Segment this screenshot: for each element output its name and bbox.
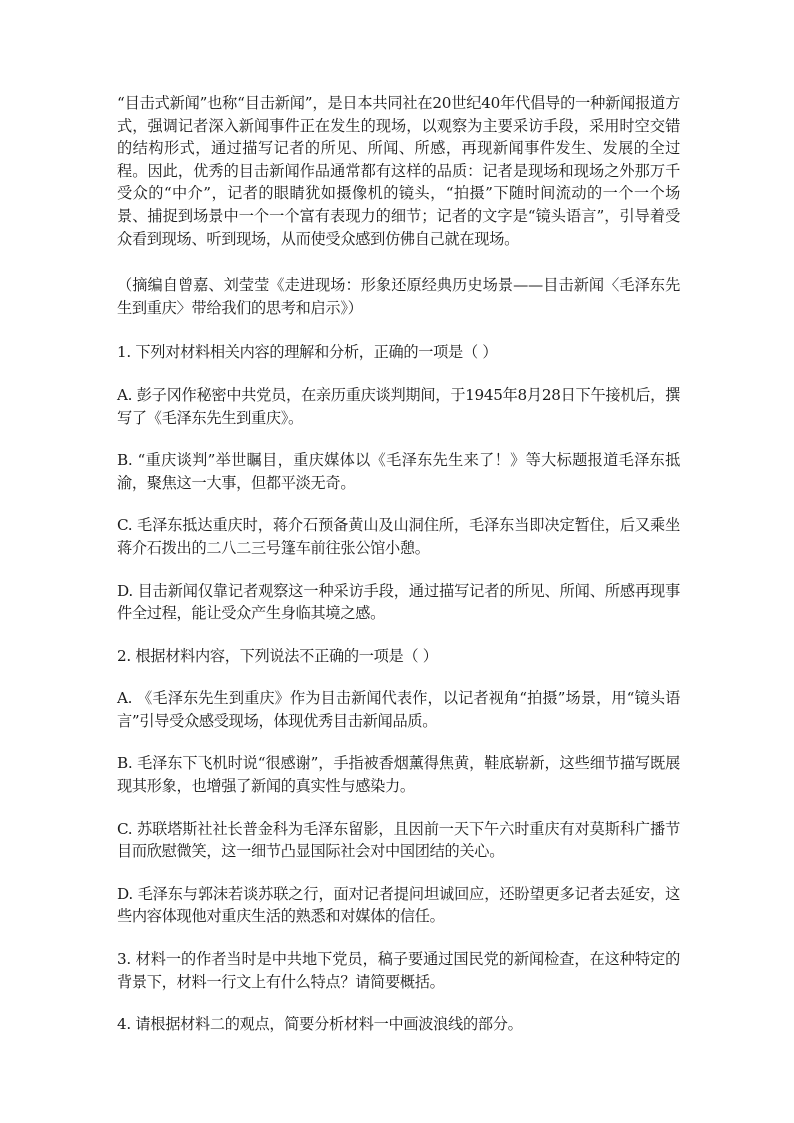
question-2-option-b: B. 毛泽东下飞机时说“很感谢”，手指被香烟薰得焦黄，鞋底崭新，这些细节描写既展现其形象，也增强了新闻的真实性与感染力。 [117, 754, 680, 796]
question-4-stem: 4. 请根据材料二的观点，简要分析材料一中画波浪线的部分。 [117, 1015, 523, 1034]
question-2-option-a: A. 《毛泽东先生到重庆》作为目击新闻代表作，以记者视角“拍摄”场景，用“镜头语言”引导受众感受现场，体现优秀目击新闻品质。 [117, 689, 680, 730]
question-1-option-b: B. “重庆谈判”举世瞩目，重庆媒体以《毛泽东先生来了！》等大标题报道毛泽东抵渝，聚焦这一大事，但都平淡无奇。 [117, 451, 680, 492]
question-2-stem: 2. 根据材料内容，下列说法不正确的一项是（ ） [117, 646, 438, 665]
question-1-option-d: D. 目击新闻仅靠记者观察这一种采访手段，通过描写记者的所见、所闻、所感再现事件全过程，能让受众产生身临其境之感。 [117, 581, 680, 623]
question-3-stem: 3. 材料一的作者当时是中共地下党员，稿子要通过国民党的新闻检查，在这种特定的背景下，材料一行文上有什么特点？请简要概括。 [117, 950, 680, 991]
material-intro-paragraph: “目击式新闻”也称“目击新闻”，是日本共同社在20世纪40年代倡导的一种新闻报道方式，强调记者深入新闻事件正在发生的现场，以观察为主要采访手段，采用时空交错的结构形式，通过描写记者的所见、所闻、所感，再现新闻事件发生、发展的全过程。因此，优秀的目击新闻作品通常都有这样的品质：记者是现场和现场之外那万千受众的“中介”，记者的眼睛犹如摄像机的镜头，“拍摄”下随时间流动的一个一个场景、捕捉到场景中一个一个富有表现力的细节；记者的文字是“镜头语言”，引导着受众看到现场、听到现场，从而使受众感到仿佛自己就在现场。 [117, 94, 680, 248]
question-2-option-d: D. 毛泽东与郭沫若谈苏联之行，面对记者提问坦诚回应，还盼望更多记者去延安，这些内容体现他对重庆生活的熟悉和对媒体的信任。 [117, 884, 680, 926]
question-1-option-c: C. 毛泽东抵达重庆时，蒋介石预备黄山及山洞住所，毛泽东当即决定暂住，后又乘坐蒋介石拨出的二八二三号篷车前往张公馆小憩。 [117, 516, 680, 557]
material-source-citation: （摘编自曾嘉、刘莹莹《走进现场：形象还原经典历史场景——目击新闻〈毛泽东先生到重庆〉带给我们的思考和启示》） [117, 276, 680, 317]
question-1-stem: 1. 下列对材料相关内容的理解和分析，正确的一项是（ ） [117, 343, 498, 362]
document-page [117, 92, 680, 1056]
question-1-option-a: A. 彭子冈作秘密中共党员，在亲历重庆谈判期间，于1945年8月28日下午接机后，撰写了《毛泽东先生到重庆》。 [117, 385, 680, 427]
question-2-option-c: C. 苏联塔斯社社长普金科为毛泽东留影，且因前一天下午六时重庆有对莫斯科广播节目而欣慰微笑，这一细节凸显国际社会对中国团结的关心。 [117, 819, 680, 861]
